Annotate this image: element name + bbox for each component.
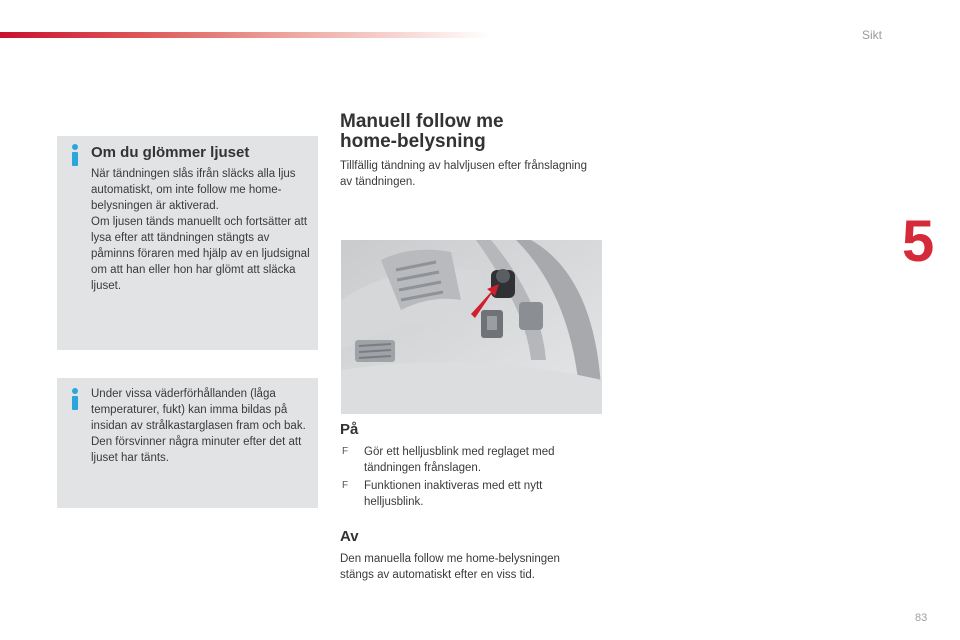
off-text: Den manuella follow me home-belysningen stängs av automatiskt efter en viss tid. [340,553,560,581]
list-item [340,478,590,510]
dashboard-illustration [341,240,602,414]
info-box-text: När tändningen slås ifrån släcks alla ljus automatiskt, om inte follow me home-belysningen är aktiverad. Om ljusen tänds manuellt och fortsätter att lysa efter att tändningen stängts av påminns föraren med hjälp av en ljudsignal om att han eller hon har glömt att släcka ljuset. [91,168,310,292]
info-icon [69,388,81,412]
page-number: 83 [915,612,928,624]
section-label: Sikt [862,28,883,42]
on-instructions-list [340,444,590,512]
intro-text: Tillfällig tändning av halvljusen efter frånslagning av tändningen. [340,160,587,188]
header-color-bar [0,32,490,38]
list-item [340,444,590,476]
steering-stalk-photo [341,240,602,414]
list-item-text: Funktionen inaktiveras med ett nytt helljusblink. [364,480,543,508]
info-box-text: Under vissa väderförhållanden (låga temperaturer, fukt) kan imma bildas på insidan av strålkastarglasen fram och bak. Den försvinner några minuter efter det att ljuset har tänts. [91,388,306,464]
section-title-off: Av [340,528,359,545]
info-box-forgotten-lights [57,136,318,350]
info-box-title: Om du glömmer ljuset [91,144,250,161]
info-icon [69,144,81,168]
page-title: Manuell follow me home-belysning [340,111,504,152]
bullet-symbol: F [342,446,349,457]
chapter-number: 5 [902,209,935,274]
bullet-symbol: F [342,480,349,491]
list-item-text: Gör ett helljusblink med reglaget med tändningen frånslagen. [364,446,555,474]
section-title-on: På [340,421,359,438]
info-box-condensation [57,378,318,508]
